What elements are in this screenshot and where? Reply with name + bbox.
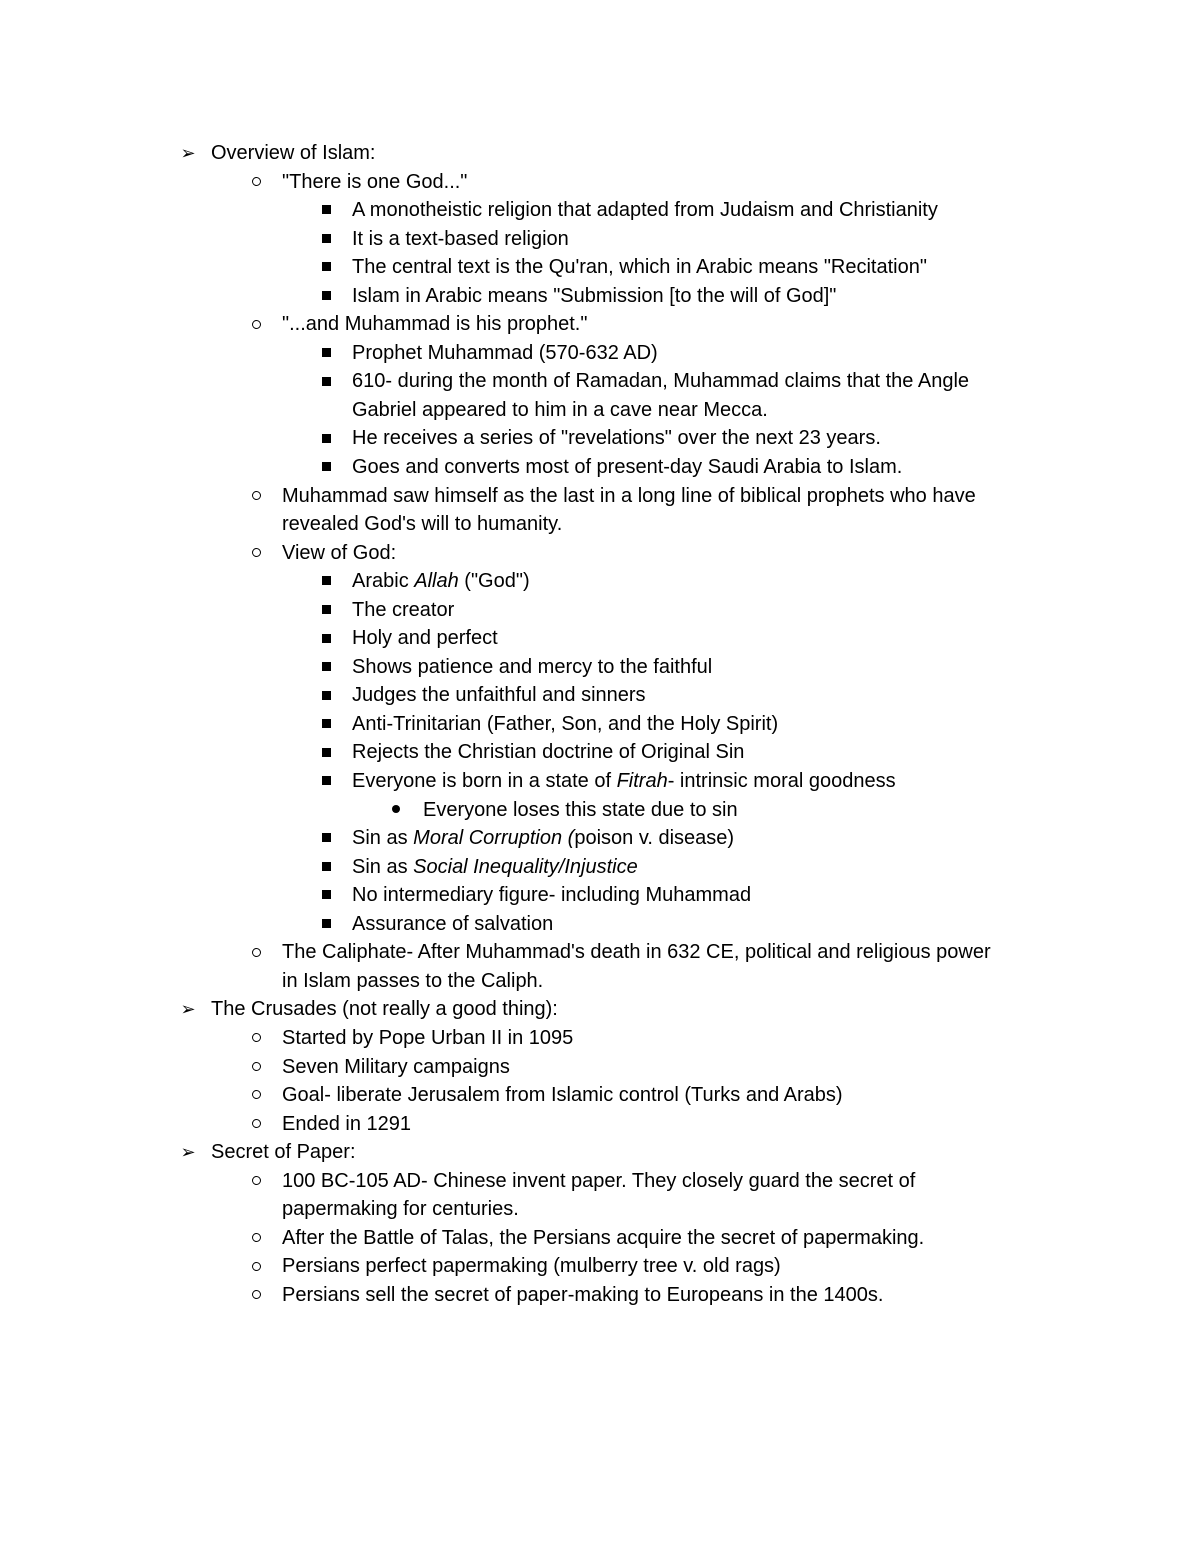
circle-bullet-icon: [246, 168, 266, 197]
list-item-text: Goes and converts most of present-day Saudi Arabia to Islam.: [352, 456, 903, 479]
list-item: [0, 339, 1200, 368]
list-item: [0, 1081, 1200, 1110]
list-item: [0, 168, 1200, 197]
list-item-text: The Caliphate- After Muhammad's death in 632 CE, political and religious power: [282, 941, 991, 964]
list-item-text: in Islam passes to the Caliph.: [282, 969, 544, 992]
circle-bullet-icon: [246, 1167, 266, 1196]
list-item: [0, 910, 1200, 939]
list-item-text: He receives a series of "revelations" over the next 23 years.: [352, 427, 881, 450]
square-bullet-icon: [316, 710, 336, 739]
list-item: [0, 482, 1200, 511]
square-bullet-icon: [316, 824, 336, 853]
square-bullet-icon: [316, 881, 336, 910]
circle-bullet-icon: [246, 938, 266, 967]
list-item-text: Assurance of salvation: [352, 912, 554, 935]
arrow-bullet-icon: ➢: [180, 999, 196, 1020]
list-item: [0, 624, 1200, 653]
square-bullet-icon: [316, 282, 336, 311]
list-item-text: Everyone loses this state due to sin: [423, 798, 738, 821]
square-bullet-icon: [316, 453, 336, 482]
circle-bullet-icon: [246, 539, 266, 568]
arrow-bullet-icon: ➢: [180, 143, 196, 163]
square-bullet-icon: [316, 367, 336, 396]
list-item: [0, 539, 1200, 568]
square-bullet-icon: [316, 196, 336, 225]
list-item-text: A monotheistic religion that adapted from Judaism and Christianity: [352, 199, 938, 222]
square-bullet-icon: [316, 738, 336, 767]
list-item-continuation: [0, 967, 1200, 996]
list-item: [0, 824, 1200, 853]
list-item: [0, 282, 1200, 311]
list-item-text: Started by Pope Urban II in 1095: [282, 1026, 574, 1049]
list-item: [0, 853, 1200, 882]
text-run: Sin as: [352, 855, 414, 878]
list-item-text: "There is one God...": [282, 170, 468, 193]
circle-bullet-icon: [246, 1110, 266, 1139]
list-item: [0, 367, 1200, 396]
list-item-text: [352, 567, 530, 596]
circle-bullet-icon: [246, 1281, 266, 1310]
list-item-text: View of God:: [282, 541, 397, 564]
list-item: [0, 225, 1200, 254]
list-item-text: Gabriel appeared to him in a cave near Mecca.: [352, 398, 768, 421]
text-run: Everyone is born in a state of: [352, 770, 617, 793]
list-item: [0, 710, 1200, 739]
list-item-text: After the Battle of Talas, the Persians acquire the secret of papermaking.: [282, 1226, 925, 1249]
dot-bullet-icon: [386, 796, 406, 825]
circle-bullet-icon: [246, 1081, 266, 1110]
square-bullet-icon: [316, 253, 336, 282]
list-item: [0, 796, 1200, 825]
list-item-text: 610- during the month of Ramadan, Muhammad claims that the Angle: [352, 370, 970, 393]
list-item: [0, 596, 1200, 625]
list-item: [0, 1224, 1200, 1253]
document-page: [0, 139, 1200, 1309]
list-item-text: Seven Military campaigns: [282, 1055, 510, 1078]
list-item-text: Rejects the Christian doctrine of Original Sin: [352, 741, 745, 764]
circle-bullet-icon: [246, 310, 266, 339]
list-item-continuation: [0, 510, 1200, 539]
circle-bullet-icon: [246, 1024, 266, 1053]
list-item-text: "...and Muhammad is his prophet.": [282, 313, 588, 336]
italic-term: Allah: [414, 570, 459, 593]
list-item-text: papermaking for centuries.: [282, 1198, 519, 1221]
list-item: [0, 1281, 1200, 1310]
list-item: [0, 995, 1200, 1024]
square-bullet-icon: [316, 767, 336, 796]
list-item-text: Ended in 1291: [282, 1112, 412, 1135]
list-item: [0, 196, 1200, 225]
list-item: [0, 424, 1200, 453]
section-heading: Secret of Paper:: [211, 1141, 356, 1164]
list-item: [0, 653, 1200, 682]
list-item-text: Muhammad saw himself as the last in a long line of biblical prophets who have: [282, 484, 976, 507]
list-item: [0, 253, 1200, 282]
list-item: [0, 1252, 1200, 1281]
list-item-text: The creator: [352, 598, 455, 621]
list-item: [0, 1110, 1200, 1139]
text-run: - intrinsic moral goodness: [667, 770, 896, 793]
list-item: [0, 310, 1200, 339]
text-run: Sin as: [352, 827, 414, 850]
list-item-text: Holy and perfect: [352, 627, 498, 650]
square-bullet-icon: [316, 424, 336, 453]
section-heading: Overview of Islam:: [211, 142, 376, 164]
list-item-text: revealed God's will to humanity.: [282, 513, 563, 536]
italic-term: Moral Corruption (: [413, 827, 575, 850]
list-item-text: [352, 853, 638, 882]
circle-bullet-icon: [246, 482, 266, 511]
square-bullet-icon: [316, 653, 336, 682]
list-item-text: 100 BC-105 AD- Chinese invent paper. They closely guard the secret of: [282, 1169, 916, 1192]
list-item-text: Persians perfect papermaking (mulberry tree v. old rags): [282, 1255, 781, 1278]
list-item: [0, 1053, 1200, 1082]
list-item-text: Islam in Arabic means "Submission [to the will of God]": [352, 284, 837, 307]
list-item-continuation: [0, 396, 1200, 425]
square-bullet-icon: [316, 225, 336, 254]
list-item-text: It is a text-based religion: [352, 227, 569, 250]
italic-term: Fitrah: [616, 770, 668, 793]
list-item: [0, 881, 1200, 910]
list-item-text: [352, 767, 896, 796]
list-item: [0, 567, 1200, 596]
list-item: [0, 681, 1200, 710]
list-item: [0, 738, 1200, 767]
circle-bullet-icon: [246, 1053, 266, 1082]
square-bullet-icon: [316, 596, 336, 625]
list-item: [0, 139, 1200, 168]
square-bullet-icon: [316, 624, 336, 653]
list-item-continuation: [0, 1195, 1200, 1224]
circle-bullet-icon: [246, 1224, 266, 1253]
text-run: Arabic: [352, 570, 415, 593]
list-item-text: [352, 824, 734, 853]
arrow-bullet-icon: ➢: [180, 1142, 196, 1163]
list-item-text: Shows patience and mercy to the faithful: [352, 655, 713, 678]
circle-bullet-icon: [246, 1252, 266, 1281]
square-bullet-icon: [316, 910, 336, 939]
list-item: [0, 1024, 1200, 1053]
square-bullet-icon: [316, 681, 336, 710]
section-heading: The Crusades (not really a good thing):: [211, 998, 558, 1021]
list-item-text: No intermediary figure- including Muhammad: [352, 884, 752, 907]
list-item: [0, 767, 1200, 796]
text-run: ("God"): [458, 570, 530, 593]
italic-term: Social Inequality/Injustice: [413, 855, 638, 878]
list-item-text: Goal- liberate Jerusalem from Islamic control (Turks and Arabs): [282, 1084, 843, 1107]
list-item: [0, 453, 1200, 482]
list-item: [0, 938, 1200, 967]
list-item-text: Prophet Muhammad (570-632 AD): [352, 341, 658, 364]
list-item-text: Persians sell the secret of paper-making to Europeans in the 1400s.: [282, 1283, 884, 1306]
list-item: [0, 1167, 1200, 1196]
square-bullet-icon: [316, 339, 336, 368]
list-item: [0, 1138, 1200, 1167]
list-item-text: Judges the unfaithful and sinners: [352, 684, 646, 707]
square-bullet-icon: [316, 853, 336, 882]
list-item-text: Anti-Trinitarian (Father, Son, and the Holy Spirit): [352, 712, 779, 735]
square-bullet-icon: [316, 567, 336, 596]
list-item-text: The central text is the Qu'ran, which in Arabic means "Recitation": [352, 256, 927, 279]
text-run: poison v. disease): [574, 827, 735, 850]
